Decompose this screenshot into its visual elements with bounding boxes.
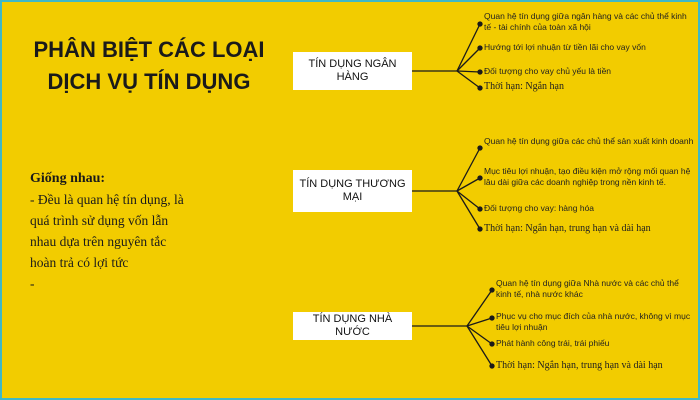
similarity-note xyxy=(30,168,220,294)
branch-trade-credit-box xyxy=(293,170,412,212)
similarity-line: - xyxy=(30,276,35,291)
branch-state-credit-item: Phát hành công trái, trái phiếu xyxy=(496,338,610,348)
similarity-line: nhau dựa trên nguyên tắc xyxy=(30,234,167,249)
branch-bank-credit-item: Hướng tới lợi nhuận từ tiền lãi cho vay vốn xyxy=(484,42,646,52)
branch-state-credit-item: Thời hạn: Ngắn hạn, trung hạn và dài hạn xyxy=(496,360,663,371)
branch-trade-credit-item: Quan hệ tín dụng giữa các chủ thể sản xuất kinh doanh xyxy=(484,136,694,146)
branch-trade-credit-item: Thời hạn: Ngắn hạn, trung hạn và dài hạn xyxy=(484,223,651,234)
connector-1c xyxy=(457,71,480,72)
branch-bank-credit-item: Đối tượng cho vay chủ yếu là tiền xyxy=(484,66,612,76)
main-title-line-2: DỊCH VỤ TÍN DỤNG xyxy=(47,69,251,94)
dot-2b xyxy=(478,176,482,180)
dot-2a xyxy=(478,146,482,150)
branch-bank-credit-item: Quan hệ tín dụng giữa ngân hàng và các chủ thể kinh tế - tài chính của toàn xã hội xyxy=(484,11,687,32)
similarity-heading: Giống nhau: xyxy=(30,171,106,186)
dot-3d xyxy=(490,364,494,368)
main-title-line-1: PHÂN BIỆT CÁC LOẠI xyxy=(33,37,265,62)
branch-state-credit-box xyxy=(293,312,412,340)
dot-1a xyxy=(478,22,482,26)
connector-2a xyxy=(457,148,480,191)
dot-1b xyxy=(478,46,482,50)
connector-3a xyxy=(467,290,492,326)
branch-trade-credit-item: Đối tượng cho vay: hàng hóa xyxy=(484,203,595,213)
dot-1d xyxy=(478,86,482,90)
connector-1a xyxy=(457,24,480,71)
dot-3c xyxy=(490,342,494,346)
similarity-line: quá trình sử dụng vốn lẫn xyxy=(30,213,169,228)
branch-bank-credit-label: TÍN DỤNG NGÂN HÀNG xyxy=(308,58,397,83)
connector-1d xyxy=(457,71,480,88)
main-title xyxy=(24,34,274,98)
branch-state-credit-item: Phục vụ cho mục đích của nhà nước, không vì mục tiêu lợi nhuận xyxy=(496,311,691,332)
similarity-line: - Đều là quan hệ tín dụng, là xyxy=(30,192,184,207)
connector-3d xyxy=(467,326,492,366)
connector-2c xyxy=(457,191,480,209)
connector-3b xyxy=(467,318,492,326)
dot-1c xyxy=(478,70,482,74)
connector-2b xyxy=(457,178,480,191)
dot-2d xyxy=(478,227,482,231)
dot-3b xyxy=(490,316,494,320)
connector-1b xyxy=(457,48,480,71)
branch-state-credit-item: Quan hệ tín dụng giữa Nhà nước và các chủ thể kinh tế, nhà nước khác xyxy=(496,278,679,299)
branch-bank-credit-item: Thời hạn: Ngắn hạn xyxy=(484,81,564,92)
dot-3a xyxy=(490,288,494,292)
branch-state-credit-label: TÍN DỤNG NHÀ NƯỚC xyxy=(312,313,393,338)
branch-trade-credit-label: TÍN DỤNG THƯƠNG MẠI xyxy=(299,178,406,203)
connector-2d xyxy=(457,191,480,229)
dot-2c xyxy=(478,207,482,211)
similarity-line: hoàn trả có lợi tức xyxy=(30,255,129,270)
branch-bank-credit-box xyxy=(293,52,412,90)
connector-3c xyxy=(467,326,492,344)
branch-trade-credit-item: Mục tiêu lợi nhuận, tạo điều kiện mở rộng mối quan hệ lâu dài giữa các doanh nghiệp trong nền kinh tế. xyxy=(484,166,691,187)
